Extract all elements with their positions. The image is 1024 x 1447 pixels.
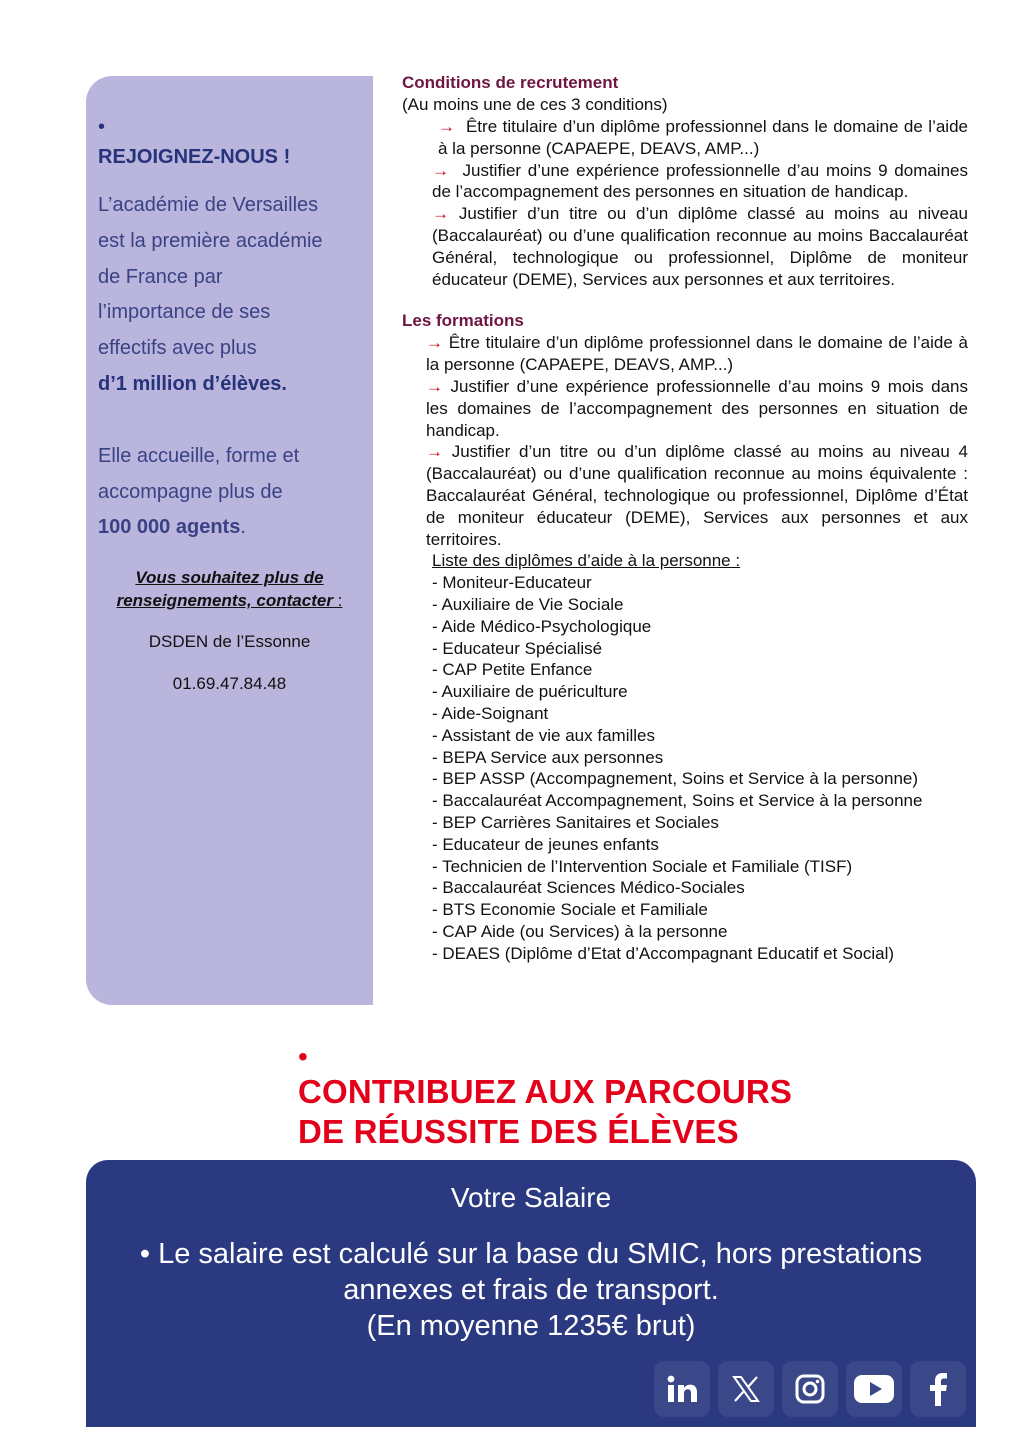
formation-item: → Justifier d’un titre ou d’un diplôme classé au moins au niveau 4 (Baccalauréat) ou d’une qualification reconnue au moins équivalente : Baccalauréat Général, technologique ou professionnel, Diplôme d’État de moniteur éducateur (DEME), Services aux personnes et aux territoires.: [426, 442, 968, 549]
formations-title: Les formations: [402, 311, 524, 331]
youtube-icon[interactable]: [846, 1361, 902, 1417]
list-item: - DEAES (Diplôme d’Etat d’Accompagnant Educatif et Social): [432, 943, 895, 963]
list-item: - Educateur de jeunes enfants: [432, 834, 659, 854]
sidebar-highlight: d’1 million d’élèves.: [98, 372, 287, 395]
sidebar-line: de France par: [98, 265, 223, 288]
arrow-icon: →: [426, 333, 443, 353]
formation-item: → Justifier d’une expérience professionnelle d’au moins 9 mois dans les domaines de l’accompagnement des personnes en situation de handicap.: [426, 376, 968, 440]
list-item: - Aide Médico-Psychologique: [432, 616, 652, 636]
list-item: - Technicien de l’Intervention Sociale et Familiale (TISF): [432, 856, 853, 876]
diplomas-list-title: Liste des diplômes d’aide à la personne :: [432, 551, 741, 571]
social-links: [654, 1361, 966, 1417]
contact-colon: :: [332, 591, 343, 610]
sidebar-agents-line: [98, 510, 373, 546]
headline-line1: CONTRIBUEZ AUX PARCOURS: [298, 1073, 793, 1110]
arrow-icon: →: [438, 117, 455, 136]
list-item: - BEP Carrières Sanitaires et Sociales: [432, 812, 719, 832]
sidebar-agents-end: .: [240, 516, 246, 539]
arrow-icon: →: [426, 376, 443, 396]
salary-line3: (En moyenne 1235€ brut): [366, 1310, 696, 1342]
contact-prompt-line1: Vous souhaitez plus de: [135, 568, 324, 587]
contact-block: [86, 566, 373, 694]
list-item: - Aide-Soignant: [432, 703, 549, 723]
contact-prompt: [86, 566, 373, 612]
salary-title: Votre Salaire: [450, 1182, 612, 1213]
sidebar-line: est la première académie: [98, 229, 323, 252]
arrow-icon: →: [426, 442, 443, 462]
list-item: - BTS Economie Sociale et Familiale: [432, 900, 708, 920]
sidebar-line: accompagne plus de: [98, 480, 283, 503]
sidebar-panel: [86, 76, 373, 1005]
sidebar-line: l’importance de ses: [98, 301, 271, 324]
diplomas-list: [432, 572, 968, 964]
facebook-icon[interactable]: [910, 1361, 966, 1417]
sidebar-bullet: •: [98, 116, 106, 138]
headline-bullet: •: [298, 1041, 308, 1072]
salary-text: [86, 1236, 976, 1344]
condition-item: → Être titulaire d’un diplôme professionnel dans le domaine de l’aide à la personne (CAPAEPE, DEAVS, AMP...): [438, 117, 968, 158]
list-item: - BEPA Service aux personnes: [432, 747, 664, 767]
headline: [298, 1042, 978, 1152]
list-item: - Moniteur-Educateur: [432, 573, 592, 593]
list-item: - Assistant de vie aux familles: [432, 725, 655, 745]
list-item: - Auxiliaire de puériculture: [432, 682, 628, 702]
sidebar-line: effectifs avec plus: [98, 337, 257, 360]
list-item: - CAP Petite Enfance: [432, 660, 593, 680]
list-item: - BEP ASSP (Accompagnement, Soins et Service à la personne): [432, 769, 919, 789]
linkedin-icon[interactable]: [654, 1361, 710, 1417]
arrow-icon: →: [432, 160, 449, 180]
sidebar-title: REJOIGNEZ-NOUS !: [98, 146, 291, 168]
conditions-subtitle: (Au moins une de ces 3 conditions): [402, 95, 668, 114]
headline-line2: DE RÉUSSITE DES ÉLÈVES: [298, 1113, 739, 1150]
arrow-icon: →: [432, 204, 449, 224]
list-item: - Auxiliaire de Vie Sociale: [432, 594, 624, 614]
salary-line1: • Le salaire est calculé sur la base du SMIC, hors prestations: [139, 1238, 923, 1270]
x-icon[interactable]: [718, 1361, 774, 1417]
sidebar-line: L’académie de Versailles: [98, 194, 319, 216]
sidebar-agents-bold: 100 000 agents: [98, 516, 241, 539]
condition-item: → Justifier d’un titre ou d’un diplôme classé au moins au niveau (Baccalauréat) ou d’une qualification reconnue au moins Baccalauréat Général, technologique ou professionnel, Diplôme de moniteur éducateur (DEME), Services aux personnes et aux territoires.: [432, 204, 968, 289]
contact-prompt-line2: renseignements, contacter: [116, 591, 333, 610]
conditions-title: Conditions de recrutement: [402, 73, 619, 92]
list-item: - Baccalauréat Sciences Médico-Sociales: [432, 878, 745, 898]
formation-item: → Être titulaire d’un diplôme professionnel dans le domaine de l’aide à la personne (CAPAEPE, DEAVS, AMP...): [426, 333, 968, 375]
list-item: - Educateur Spécialisé: [432, 638, 603, 658]
list-item: - CAP Aide (ou Services) à la personne: [432, 921, 728, 941]
sidebar-line: Elle accueille, forme et: [98, 444, 300, 467]
list-item: - Baccalauréat Accompagnement, Soins et Service à la personne: [432, 791, 923, 811]
sidebar-text: [98, 188, 373, 546]
main-content: [402, 72, 968, 964]
contact-organization: DSDEN de l’Essonne: [148, 632, 311, 651]
salary-line2: annexes et frais de transport.: [343, 1274, 719, 1306]
condition-item: → Justifier d’une expérience professionnelle d’au moins 9 domaines de l’accompagnement des personnes en situation de handicap.: [432, 160, 968, 202]
instagram-icon[interactable]: [782, 1361, 838, 1417]
salary-box: [86, 1160, 976, 1427]
contact-phone[interactable]: 01.69.47.84.48: [172, 674, 287, 693]
